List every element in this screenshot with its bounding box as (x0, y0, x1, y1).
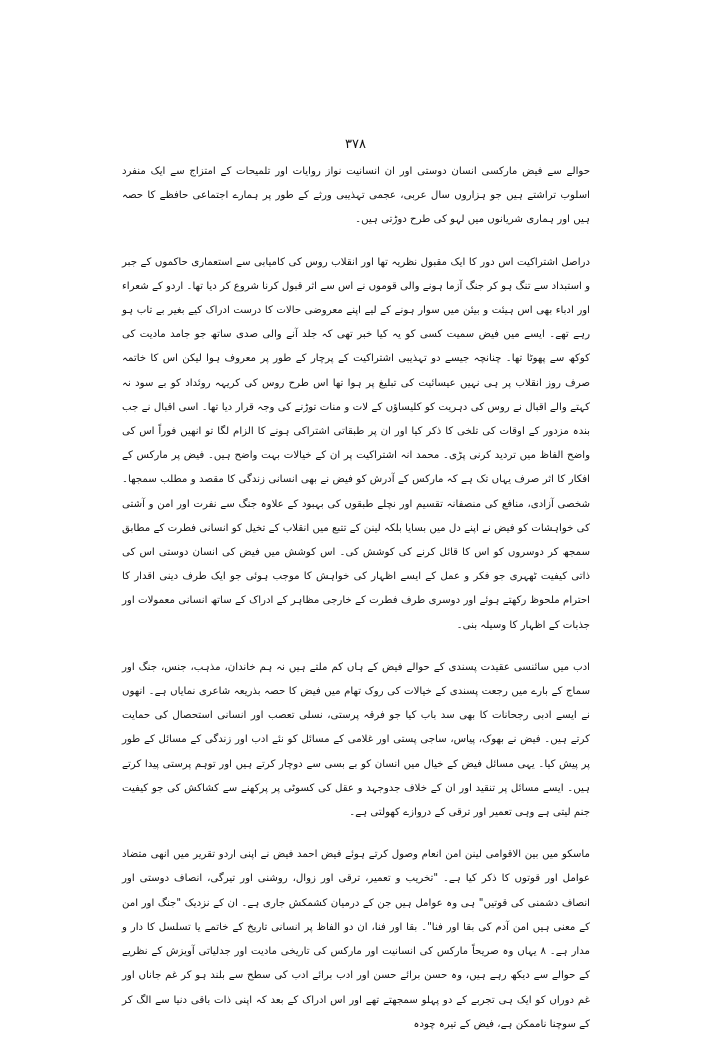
page-number: ۳۷۸ (345, 137, 366, 152)
paragraph-2: دراصل اشتراکیت اس دور کا ایک مقبول نظریہ تھا اور انقلاب روس کی کامیابی سے استعماری حاکموں کے جبر و استبداد سے تنگ ہو کر جنگ آزما ہونے والی قوموں نے اس سے اثر قبول کرنا شروع کر دیا تھا۔ اردو کے شعراء اور ادباء بھی اس ہیئت و بیئن میں سوار ہونے کے لیے اپنے معروضی حالات کا درست ادراک کیے بغیر بے تاب ہو رہے تھے۔ ایسے میں فیض سمیت کسی کو یہ کیا خبر تھی کہ جلد آنے والی صدی ساتھ جو جامد مادیت کی کوکھ سے پھوٹا تھا۔ چنانچہ جیسے دو تہذیبی اشتراکیت کے پرچار کے طور پر معروف ہوا لیکن اس کا خاتمہ صرف روز انقلاب پر ہی نہیں عیسائیت کی تبلیغ پر ہوا تھا اس طرح روس کی کریہہ روئداد کو بے سود نہ کہتے والے اقبال نے روس کی دہریت کو کلیساؤں کے لات و منات توڑنے کی وجہ قرار دیا تھا۔ اسی اقبال نے جب بندہ مزدور کے اوقات کی تلخی کا ذکر کیا اور ان پر طبقاتی اشتراکی ہونے کا الزام لگا تو انھیں فوراً اس کی واضح الفاظ میں تردید کرنی پڑی۔ محمد انہ اشتراکیت پر ان کے خیالات بہت واضح ہیں۔ فیض پر مارکس کے افکار کا اثر صرف یہاں تک ہے کہ مارکس کے آدرش کو فیض نے بھی انسانی زندگی کا مقصد و مطلب سمجھا۔ شخصی آزادی، منافع کی منصفانہ تقسیم اور نچلے طبقوں کی بہبود کے علاوہ جنگ سے نفرت اور امن و آشتی کی خواہشات کو فیض نے اپنے دل میں بسایا بلکہ لینن کے تتبع میں انقلاب کے تخیل کو انسانی فطرت کے مطابق سمجھ کر دوسروں کو اس کا قائل کرنے کی کوشش کی۔ اس کوشش میں فیض کی انسان دوستی اس کی ذاتی کیفیت ٹھہری جو فکر و عمل کے ایسے اظہار کی خواہش کا موجب ہوئی جو ایک طرف دینی اقدار کا احترام ملحوظ رکھتے ہوئے اور دوسری طرف فطرت کے خارجی مظاہر کے ادراک کے ساتھ انسانی معمولات اور جذبات کے اظہار کا وسیلہ بنی۔ (122, 256, 590, 631)
paragraph-3: ادب میں سائنسی عقیدت پسندی کے حوالے فیض کے ہاں کم ملتے ہیں نہ ہم خاندان، مذہب، جنس، جنگ اور سماج کے بارے میں رجعت پسندی کے خیالات کی روک تھام میں فیض کا حصہ بذریعہ شاعری نمایاں ہے۔ انھوں نے ایسے ادبی رجحانات کا بھی سد باب کیا جو فرقہ پرستی، نسلی تعصب اور انسانی استحصال کی حمایت کرتے ہیں۔ فیض نے بھوک، پیاس، ساجی پستی اور غلامی کے مسائل کو نئے ادب اور زندگی کے مسائل کے طور پر پیش کیا۔ یہی مسائل فیض کے خیال میں انسان کو بے بسی سے دوچار کرتے ہیں اور توہم پرستی پیدا کرتے ہیں۔ ایسے مسائل پر تنقید اور ان کے خلاف جدوجہد و عقل کی کسوٹی پر پرکھنے سے کشاکش کی جو کیفیت جنم لیتی ہے وہی تعمیر اور ترقی کے دروازے کھولتی ہے۔ (122, 661, 590, 819)
paragraph-1: حوالے سے فیض مارکسی انسان دوستی اور ان انسانیت نواز روایات اور تلمیحات کے امتزاج سے ایک منفرد اسلوب تراشتے ہیں جو ہزاروں سال عربی، عجمی تہذیبی ورثے کے طور پر ہمارے اجتماعی حافظے کا حصہ ہیں اور ہماری شریانوں میں لہو کی طرح دوڑتی ہیں۔ (122, 166, 590, 226)
body-text (122, 160, 590, 1037)
paragraph-4: ماسکو میں بین الاقوامی لینن امن انعام وصول کرتے ہوئے فیض احمد فیض نے اپنی اردو تقریر میں انھی متضاد عوامل اور قوتوں کا ذکر کیا ہے۔ "تخریب و تعمیر، ترقی اور زوال، روشنی اور تیرگی، انصاف دوستی اور انصاف دشمنی کی قوتیں" ہی وہ عوامل ہیں جن کے درمیان کشمکش جاری ہے۔ ان کے نزدیک "جنگ اور امن کے معنی ہیں امن آدم کی بقا اور فنا"۔ بقا اور فنا، ان دو الفاظ پر انسانی تاریخ کے خاتمے یا تسلسل کا دار و مدار ہے۔ ۸ یہاں وہ صریحاً مارکس کی انسانیت اور مارکس کی تاریخی مادیت اور جدلیاتی آویزش کے نظریے کے حوالے سے دیکھ رہے ہیں، وہ حسن برائے حسن اور ادب برائے ادب کی سطح سے بلند ہو کر غم جاناں اور غم دوراں کو ایک ہی تجربے کے دو پہلو سمجھتے تھے اور اس ادراک کے بعد کہ اپنی ذات باقی دنیا سے الگ کر کے سوچنا ناممکن ہے، فیض کے تیرہ چودہ (122, 849, 590, 1030)
